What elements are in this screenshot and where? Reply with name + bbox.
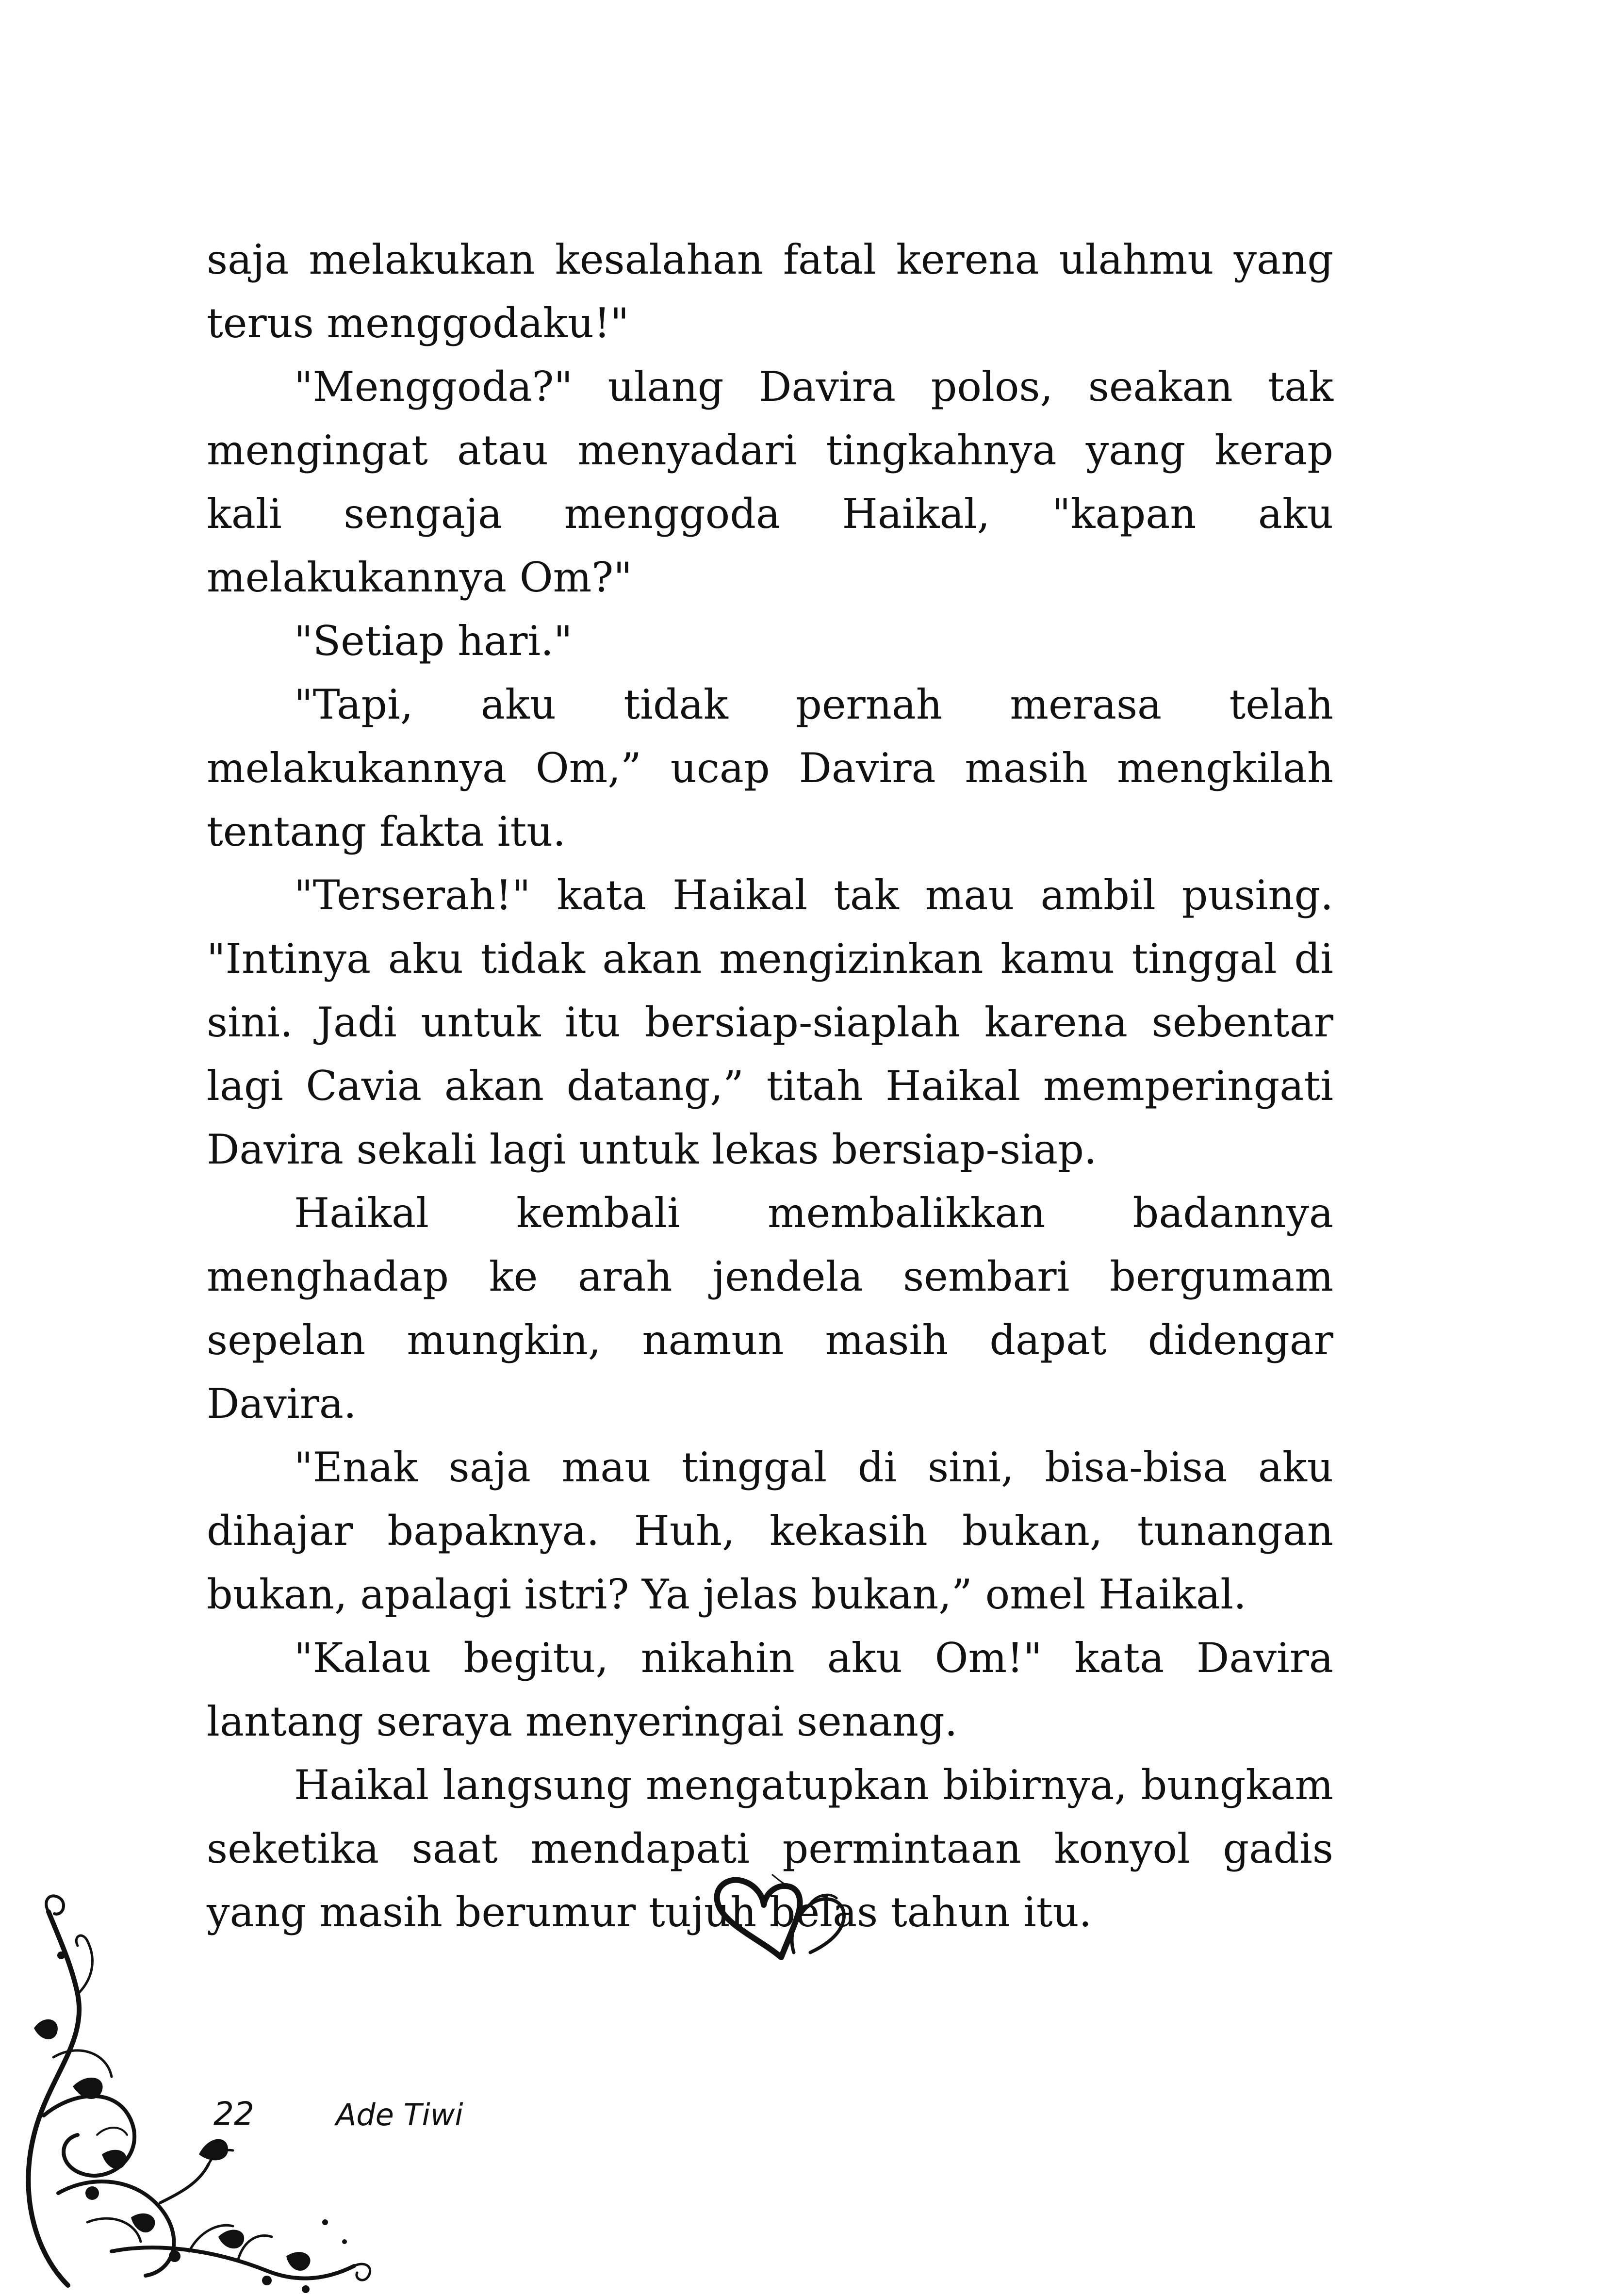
page-number: 22 <box>213 2095 254 2132</box>
paragraph: "Setiap hari." <box>294 617 573 665</box>
paragraph: "Kalau begitu, nikahin aku Om!" kata Davira lantang seraya menyeringai senang. <box>207 1634 1333 1745</box>
paragraph: "Enak saja mau tinggal di sini, bisa-bisa aku dihajar bapaknya. Huh, kekasih bukan, tunangan bukan, apalagi istri? Ya jelas bukan,” omel Haikal. <box>207 1443 1333 1618</box>
paragraph: saja melakukan kesalahan fatal kerena ulahmu yang terus menggodaku!" <box>207 236 1333 347</box>
paragraph: "Menggoda?" ulang Davira polos, seakan tak mengingat atau menyadari tingkahnya yang kerap kali sengaja menggoda Haikal, "kapan aku melakukannya Om?" <box>207 363 1333 601</box>
paragraph: Haikal kembali membalikkan badannya menghadap ke arah jendela sembari bergumam sepelan mungkin, namun masih dapat didengar Davira. <box>207 1189 1333 1427</box>
paragraph: "Terserah!" kata Haikal tak mau ambil pusing. "Intinya aku tidak akan mengizinkan kamu tinggal di sini. Jadi untuk itu bersiap-siaplah karena sebentar lagi Cavia akan datang,” titah Haikal memperingati Davira sekali lagi untuk lekas bersiap-siap. <box>207 871 1333 1173</box>
paragraph: Haikal langsung mengatupkan bibirnya, bungkam seketika saat mendapati permintaan konyol gadis yang masih berumur tujuh belas tahun itu. <box>207 1761 1333 1936</box>
double-heart-icon <box>708 1872 854 1964</box>
floral-corner-ornament <box>15 1883 383 2296</box>
author-name: Ade Tiwi <box>336 2097 463 2132</box>
paragraph: "Tapi, aku tidak pernah merasa telah melakukannya Om,” ucap Davira masih mengkilah tentang fakta itu. <box>207 681 1333 855</box>
chapter-text <box>207 228 1333 1944</box>
